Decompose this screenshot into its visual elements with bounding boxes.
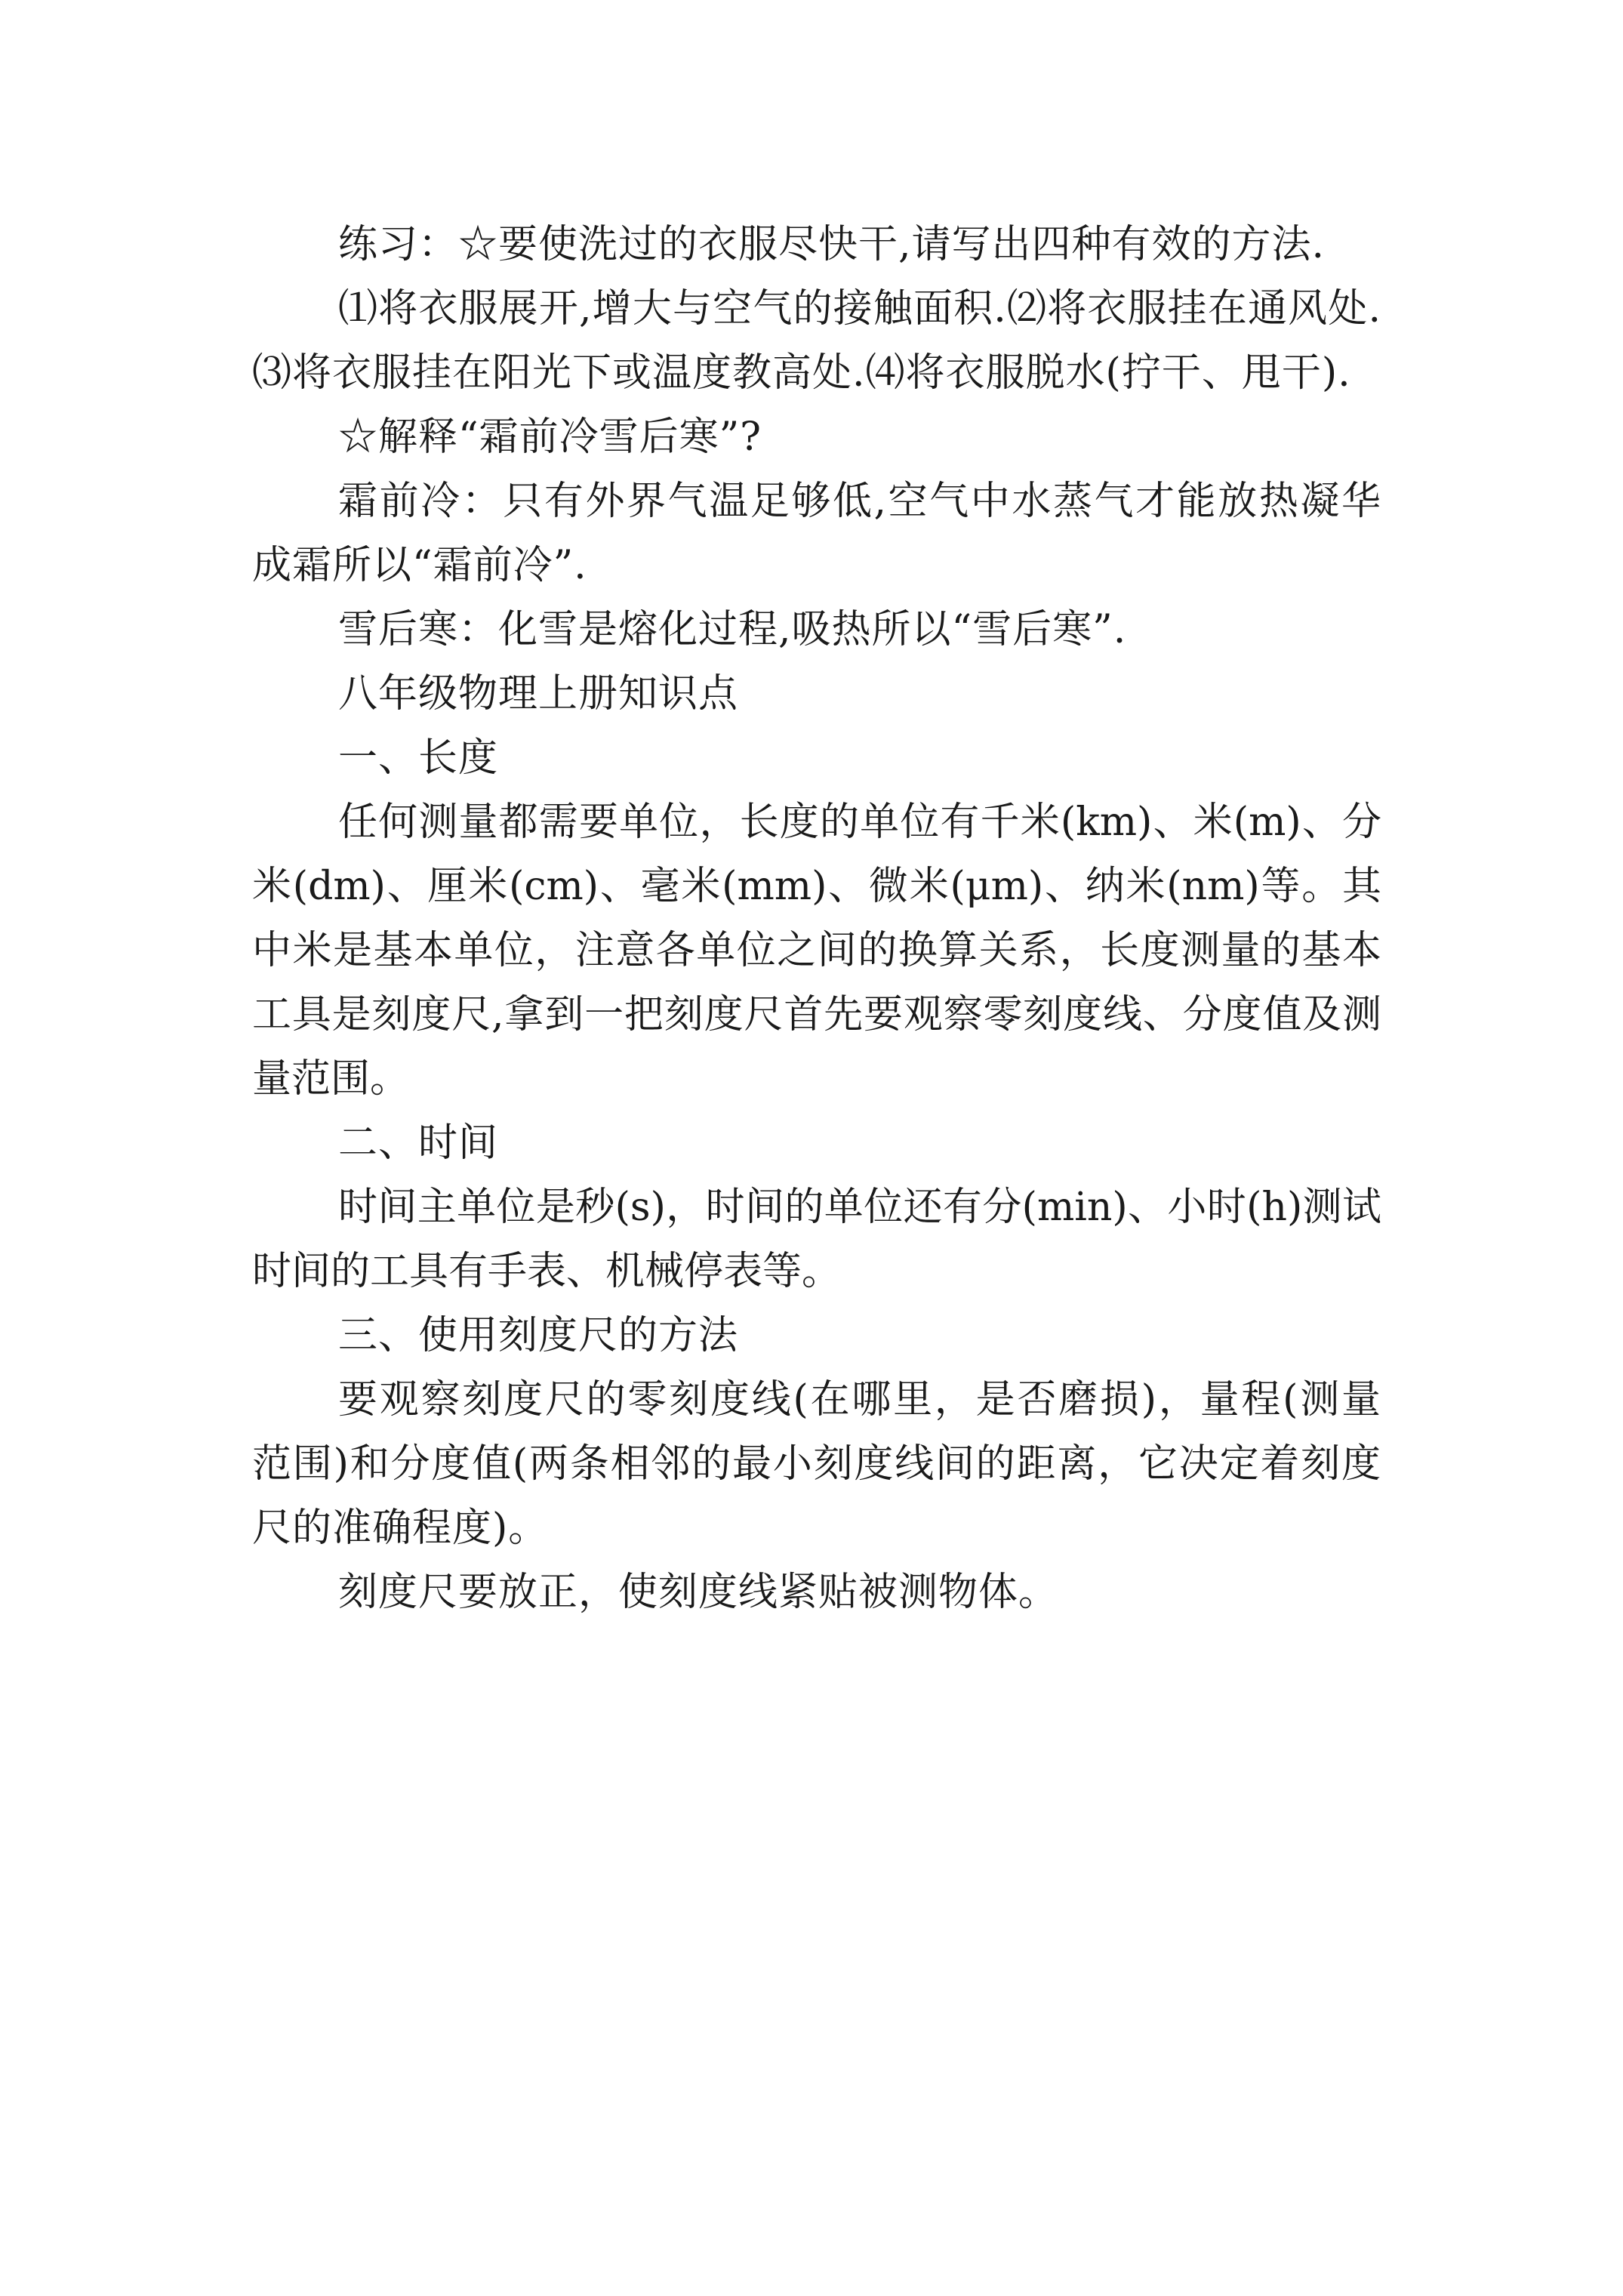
length-units-paragraph: 任何测量都需要单位，长度的单位有千米(km)、米(m)、分米(dm)、厘米(cm)、毫米(mm)、微米(μm)、纳米(nm)等。其中米是基本单位，注意各单位之间的换算关系，长度测量的基本工具是刻度尺,拿到一把刻度尺首先要观察零刻度线、分度值及测量范围。 (252, 800, 1381, 1102)
heading-ruler-method: 三、使用刻度尺的方法 (338, 1313, 739, 1358)
snow-explanation: 雪后寒：化雪是熔化过程,吸热所以“雪后寒”. (338, 607, 1127, 652)
exercise-answer: ⑴将衣服展开,增大与空气的接触面积.⑵将衣服挂在通风处.⑶将衣服挂在阳光下或温度教高处.⑷将衣服脱水(拧干、甩干). (252, 286, 1381, 396)
frost-explanation: 霜前冷：只有外界气温足够低,空气中水蒸气才能放热凝华成霜所以“霜前冷”. (252, 479, 1381, 588)
exercise-question: 练习：☆要使洗过的衣服尽快干,请写出四种有效的方法. (338, 222, 1326, 267)
time-units-paragraph: 时间主单位是秒(s)，时间的单位还有分(min)、小时(h)测试时间的工具有手表、机械停表等。 (252, 1185, 1381, 1294)
section-title: 八年级物理上册知识点 (338, 671, 739, 717)
heading-length: 一、长度 (338, 735, 499, 781)
document-page (252, 213, 1381, 1625)
frost-question: ☆解释“霜前冷雪后寒”? (338, 415, 762, 460)
ruler-place-paragraph: 刻度尺要放正，使刻度线紧贴被测物体。 (338, 1570, 1059, 1615)
ruler-observe-paragraph: 要观察刻度尺的零刻度线(在哪里，是否磨损)，量程(测量范围)和分度值(两条相邻的最小刻度线间的距离，它决定着刻度尺的准确程度)。 (252, 1377, 1381, 1551)
heading-time: 二、时间 (338, 1120, 499, 1166)
